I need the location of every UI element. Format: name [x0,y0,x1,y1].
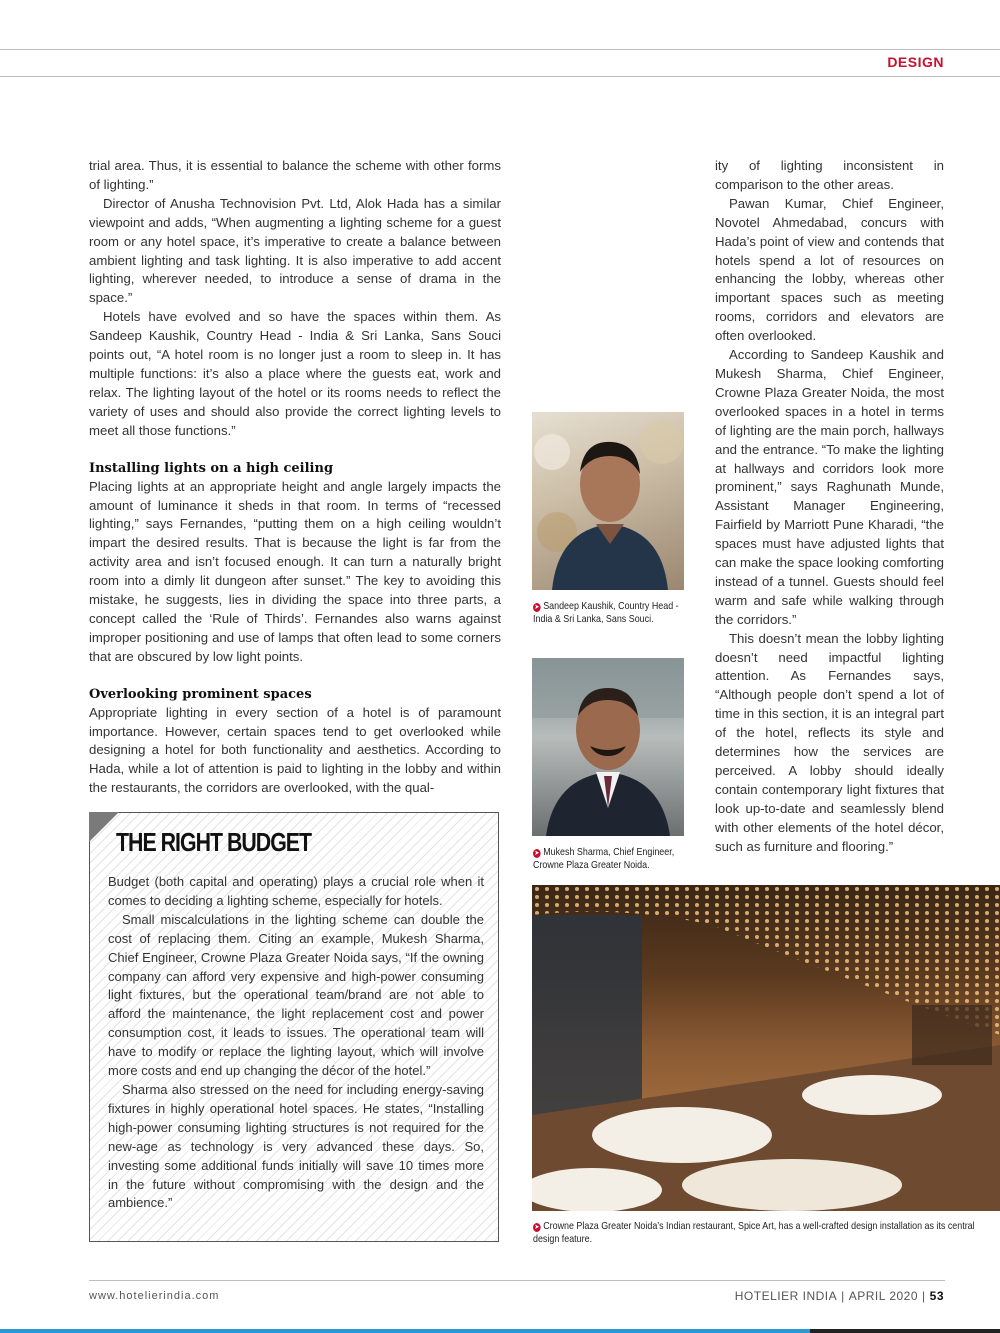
paragraph: Hotels have evolved and so have the spaces within them. As Sandeep Kaushik, Country Head - India & Sri Lanka, Sans Souci points out, “A hotel room is no longer just a room to sleep in. It has multiple functions: it’s also a place where the guests eat, work and relax. The lighting layout of the hotel or its rooms needs to reflect the variety of uses and should also provide the correct lighting levels to meet all those functions.” [89,309,501,438]
caption-arrow-icon: ➤ [534,604,540,611]
header-rule-top [0,49,1000,50]
sidebar-body [108,873,484,1213]
section-label: DESIGN [887,54,944,70]
caption-text: Sandeep Kaushik, Country Head - India & Sri Lanka, Sans Souci. [533,600,679,625]
paragraph: Small miscalculations in the lighting scheme can double the cost of replacing them. Citing an example, Mukesh Sharma, Chief Engineer, Crowne Plaza Greater Noida says, “If the owning company can afford very expensive and high-power consuming light fixtures, but the operational team/brand are not able to afford the maintenance, the light replacement cost and power consumption cost, it leads to issues. The operational team will have to modify or replace the lighting layout, which will involve more costs and end up changing the décor of the hotel.” [108,911,484,1079]
restaurant-photo [532,885,1000,1211]
paragraph: Director of Anusha Technovision Pvt. Ltd, Alok Hada has a similar viewpoint and adds, “When augmenting a lighting scheme for a guest room or any hotel space, it’s imperative to create a balance between ambient lighting and task lighting. It is also imperative to add accent lighting, wherever needed, to introduce a sense of drama in the space.” [89,195,501,306]
paragraph: Placing lights at an appropriate height and angle largely impacts the amount of luminance it sheds in that room. In terms of “recessed lighting,” says Fernandes, “putting them on a high ceiling wouldn’t impart the desired results. That is because the light is far from the activity area and isn’t focused enough. It can turn a naturally bright room into a dimly lit dungeon after sunset.” The key to avoiding this mistake, he suggests, lies in dividing the space into three parts, a concept called the ‘Rule of Thirds’. Fernandes also warns against improper positioning and use of lamps that often lead to some corners that are obscured by low light points. [89,478,501,664]
portrait-illustration [532,412,684,590]
portrait-illustration [532,658,684,836]
caption-mukesh [533,846,686,871]
box-corner-decoration [89,812,119,842]
caption-arrow-icon: ➤ [534,1224,540,1231]
bottom-color-bar [0,1329,1000,1333]
caption-arrow-icon: ➤ [534,850,540,857]
separator: | [841,1289,845,1303]
paragraph: According to Sandeep Kaushik and Mukesh Sharma, Chief Engineer, Crowne Plaza Greater Noida, the most overlooked spaces in a hotel in terms of lighting are the main porch, hallways and the entrance. “To make the lighting at hallways and corridors look more prominent,” says Raghunath Munde, Assistant Manager Engineering, Fairfield by Marriott Pune Kharadi, “the spaces must have adjusted lights that can make the space looking comforting instead of a tunnel. Guests should feel warm and safe while walking through the corridors.” [715,347,944,627]
footer-publication-info [735,1289,944,1303]
caption-text: Crowne Plaza Greater Noida’s Indian restaurant, Spice Art, has a well-crafted design installation as its central design feature. [533,1220,975,1245]
portrait-photo-sandeep [532,412,684,590]
paragraph: trial area. Thus, it is essential to balance the scheme with other forms of lighting.” [89,158,501,192]
right-column [715,157,944,857]
paragraph: This doesn’t mean the lobby lighting doesn’t need impactful lighting attention. As Fernandes says, “Although people don’t spend a lot of time in this section, it is an integral part of the hotel, reflects its style and determines how the services are perceived. A lobby should ideally contain contemporary light fixtures that look up-to-date and seamlessly blend with other elements of the hotel décor, such as furniture and flooring.” [715,630,944,854]
paragraph: ity of lighting inconsistent in comparison to the other areas. [715,158,944,192]
header-rule-bottom [0,76,1000,77]
caption-text: Mukesh Sharma, Chief Engineer, Crowne Plaza Greater Noida. [533,846,675,871]
page-number: 53 [929,1289,944,1303]
sidebar-title: THE RIGHT BUDGET [116,827,312,857]
subheading-prominent-spaces: Overlooking prominent spaces [89,686,312,702]
separator: | [922,1289,926,1303]
restaurant-illustration [532,885,1000,1211]
paragraph: Pawan Kumar, Chief Engineer, Novotel Ahmedabad, concurs with Hada’s point of view and contends that hotels spend a lot of resources on enhancing the lobby, whereas other important spaces such as meeting rooms, corridors and elevators are often overlooked. [715,195,944,344]
caption-sandeep [533,600,686,625]
issue-date: APRIL 2020 [848,1289,919,1303]
subheading-high-ceiling: Installing lights on a high ceiling [89,460,334,476]
portrait-photo-mukesh [532,658,684,836]
publication-name: HOTELIER INDIA [734,1289,838,1303]
sidebar-box [89,812,499,1242]
footer-rule [89,1280,945,1281]
left-column [89,157,501,798]
paragraph: Sharma also stressed on the need for including energy-saving fixtures in highly operational hotel spaces. He states, “Installing high-power consuming lighting structures is not required for the new-age as technology is very advanced these days. So, investing some additional funds initially will save 10 times more in the future without compromising with the design and the ambience.” [108,1081,484,1211]
bottom-bar-dark-segment [810,1329,1000,1333]
caption-restaurant [533,1220,992,1245]
footer-website: www.hotelierindia.com [89,1290,220,1302]
paragraph: Appropriate lighting in every section of a hotel is of paramount importance. However, certain spaces tend to get overlooked while designing a hotel for both functionality and aesthetics. According to Hada, while a lot of attention is paid to lighting in the lobby and within the restaurants, the corridors are overlooked, with the qual- [89,704,501,796]
paragraph: Budget (both capital and operating) plays a crucial role when it comes to deciding a lighting scheme, especially for hotels. [108,874,484,908]
